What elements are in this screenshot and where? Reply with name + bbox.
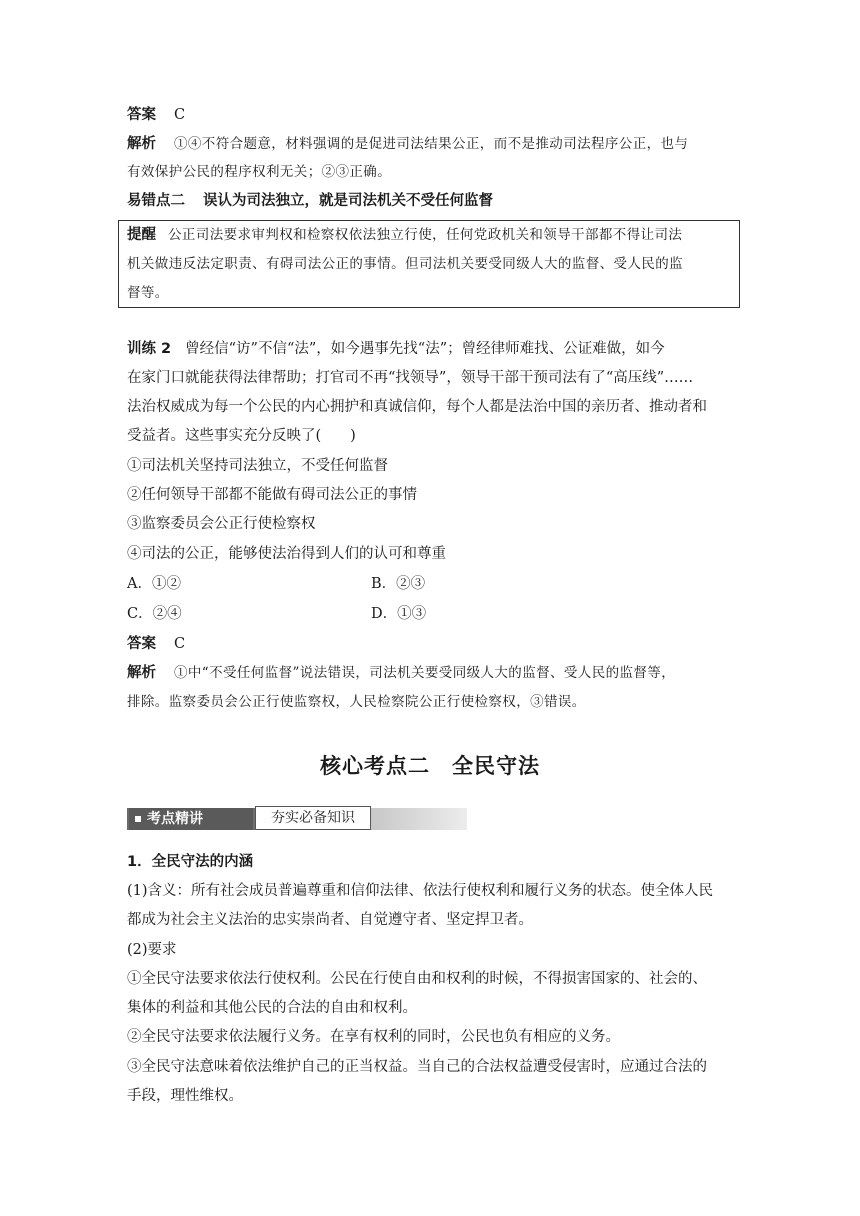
analysis-label: 解析 — [127, 136, 156, 152]
content-p1-line-1: (1)含义：所有社会成员普遍尊重和信仰法律、依法行使权利和履行义务的状态。使全体人民 — [127, 883, 714, 899]
exercise-line-3: 法治权威成为每一个公民的内心拥护和真诚信仰，每个人都是法治中国的亲历者、推动者和 — [127, 399, 707, 415]
square-bullet-icon — [135, 816, 141, 822]
banner-tag-text: 考点精讲 — [147, 811, 203, 827]
section-banner — [127, 804, 467, 834]
error-point-text: 误认为司法独立，就是司法机关不受任何监督 — [203, 193, 493, 209]
answer-line — [127, 105, 737, 125]
analysis-text: ①④不符合题意，材料强调的是促进司法结果公正，而不是推动司法程序公正，也与 — [174, 136, 689, 152]
requirement-1-line-2: 集体的利益和其他公民的合法的自由和权利。 — [127, 1000, 417, 1016]
answer-value-2: C — [174, 636, 186, 652]
analysis2-line-2: 排除。监察委员会公正行使监察权，人民检察院公正行使检察权，③错误。 — [127, 694, 586, 710]
exercise-line-2: 在家门口就能获得法律帮助；打官司不再“找领导”，领导干部干预司法有了“高压线”…… — [127, 370, 694, 386]
exercise-label: 训练 2 — [127, 341, 172, 357]
option-a: A．①② — [127, 576, 181, 592]
analysis2-text: ①中“不受任何监督”说法错误，司法机关要受同级人大的监督、受人民的监督等， — [174, 665, 676, 681]
analysis2-line-1 — [127, 663, 737, 683]
option-b: B．②③ — [371, 576, 426, 592]
analysis-line-2: 有效保护公民的程序权利无关；②③正确。 — [127, 164, 392, 180]
statement-2: ②任何领导干部都不能做有碍司法公正的事情 — [127, 487, 417, 503]
option-d: D．①③ — [371, 606, 427, 622]
analysis-line-1 — [127, 134, 737, 154]
tip-line-2: 机关做违反法定职责、有碍司法公正的事情。但司法机关要受同级人大的监督、受人民的监 — [127, 256, 683, 272]
tip-line-3: 督等。 — [127, 285, 169, 301]
banner-tag — [129, 808, 253, 830]
requirement-2: ②全民守法要求依法履行义务。在享有权利的同时，公民也负有相应的义务。 — [127, 1029, 620, 1045]
content-p2: (2)要求 — [127, 942, 177, 958]
content-heading: 1．全民守法的内涵 — [127, 854, 254, 870]
answer-value: C — [174, 107, 186, 123]
requirement-1-line-1: ①全民守法要求依法行使权利。公民在行使自由和权利的时候，不得损害国家的、社会的、 — [127, 971, 707, 987]
tip-label: 提醒 — [127, 227, 156, 243]
exercise-line-1 — [127, 339, 737, 359]
answer-label: 答案 — [127, 107, 156, 123]
statement-3: ③监察委员会公正行使检察权 — [127, 516, 316, 532]
option-c: C．②④ — [127, 606, 182, 622]
exercise-line-4: 受益者。这些事实充分反映了( ) — [127, 428, 356, 444]
content-p1-line-2: 都成为社会主义法治的忠实崇尚者、自觉遵守者、坚定捍卫者。 — [127, 912, 533, 928]
requirement-3-line-1: ③全民守法意味着依法维护自己的正当权益。当自己的合法权益遭受侵害时，应通过合法的 — [127, 1059, 707, 1075]
answer-line-2 — [127, 634, 737, 654]
statement-4: ④司法的公正，能够使法治得到人们的认可和尊重 — [127, 546, 446, 562]
answer-label-2: 答案 — [127, 636, 156, 652]
error-point-heading — [127, 191, 737, 211]
tip-text: 公正司法要求审判权和检察权依法独立行使，任何党政机关和领导干部都不得让司法 — [168, 227, 683, 243]
analysis2-label: 解析 — [127, 665, 156, 681]
banner-subtitle: 夯实必备知识 — [255, 806, 371, 830]
error-point-label: 易错点二 — [127, 193, 185, 209]
requirement-3-line-2: 手段，理性维权。 — [127, 1088, 243, 1104]
section-title: 核心考点二 全民守法 — [320, 754, 540, 778]
tip-line-1 — [127, 225, 737, 245]
statement-1: ①司法机关坚持司法独立，不受任何监督 — [127, 458, 388, 474]
exercise-text: 曾经信“访”不信“法”，如今遇事先找“法”；曾经律师难找、公证难做，如今 — [185, 341, 665, 357]
